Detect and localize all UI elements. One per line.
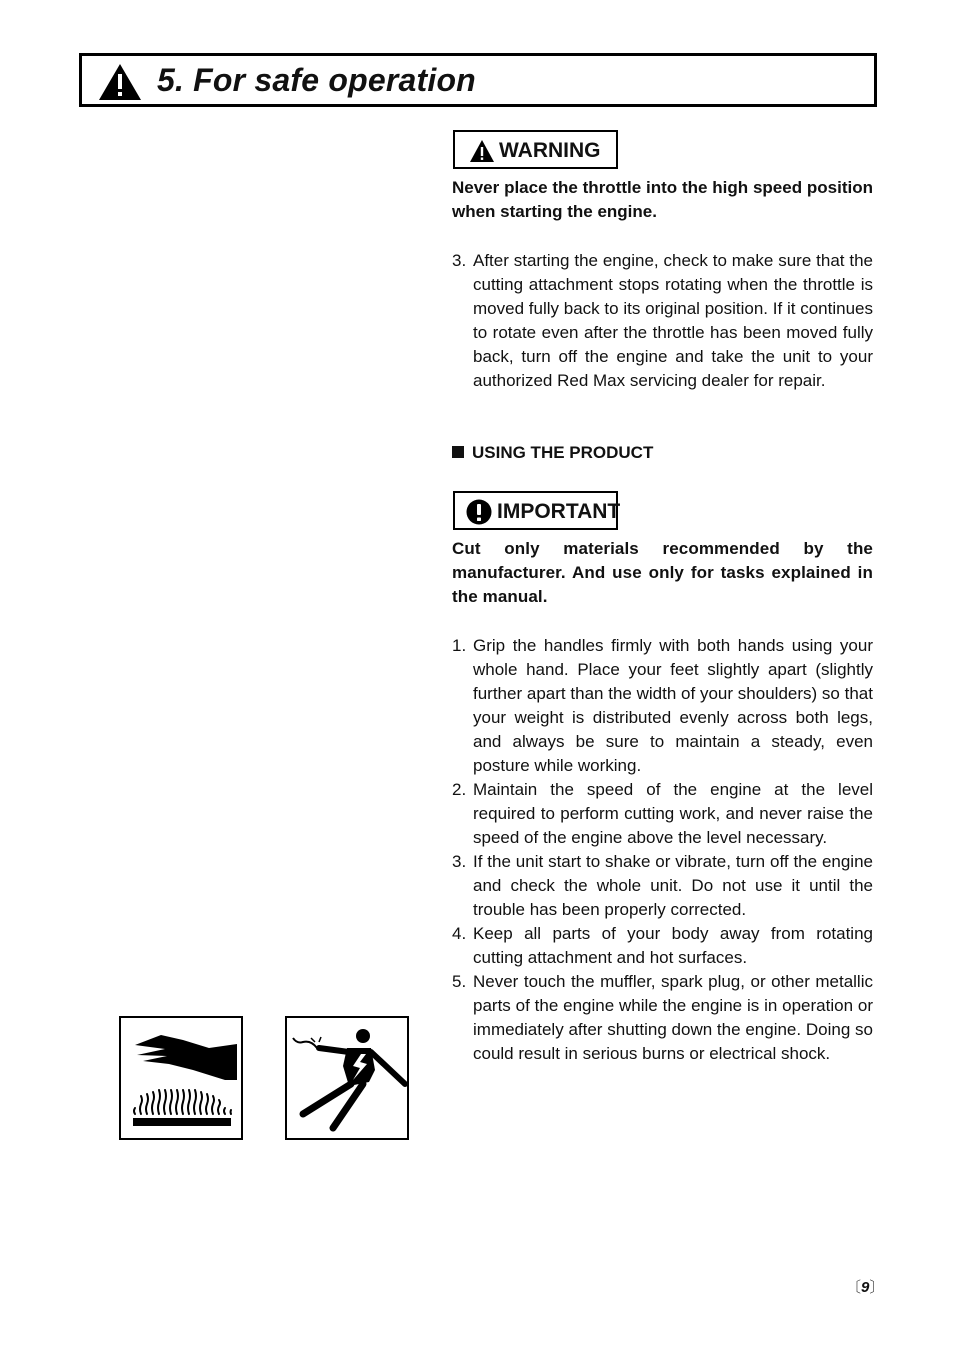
list-item-number: 3. xyxy=(452,852,467,871)
list-item-text: Maintain the speed of the engine at the level required to perform cutting work, and never raise the speed of the engine above the level necessary. xyxy=(473,780,873,847)
section-title-box xyxy=(79,53,877,107)
electric-shock-pictogram xyxy=(285,1016,409,1140)
usage-list xyxy=(452,634,873,1066)
list-item xyxy=(452,850,873,922)
warning-label xyxy=(453,130,618,169)
list-item xyxy=(452,634,873,778)
warning-text: Never place the throttle into the high speed position when starting the engine. xyxy=(452,178,873,221)
important-text: Cut only materials recommended by the manufacturer. And use only for tasks explained in the manual. xyxy=(452,539,873,606)
list-item-text: Never touch the muffler, spark plug, or other metallic parts of the engine while the engine is in operation or immediately after shutting down the engine. Doing so could result in serious burns or electrical shock. xyxy=(473,972,873,1063)
list-item xyxy=(452,778,873,850)
list-item-number: 4. xyxy=(452,924,467,943)
electric-shock-icon xyxy=(287,1018,407,1138)
hot-surface-pictogram xyxy=(119,1016,243,1140)
square-bullet-icon xyxy=(452,446,464,458)
list-item-text: Grip the handles firmly with both hands using your whole hand. Place your feet slightly apart (slightly further apart than the width of your shoulders) so that your weight is distributed evenly across both legs, and always be sure to maintain a steady, even posture while working. xyxy=(473,636,873,775)
list-item-text: If the unit start to shake or vibrate, turn off the engine and check the whole unit. Do not use it until the trouble has been properly corrected. xyxy=(473,852,873,919)
list-item-number: 2. xyxy=(452,780,467,799)
section-heading xyxy=(452,441,653,465)
page-title: 5. For safe operation xyxy=(157,62,476,98)
exclamation-circle-icon xyxy=(466,499,492,525)
section-heading-text: USING THE PRODUCT xyxy=(472,443,654,462)
warning-triangle-icon xyxy=(469,139,495,163)
list-item-number: 3. xyxy=(452,251,467,270)
list-item-text: Keep all parts of your body away from rotating cutting attachment and hot surfaces. xyxy=(473,924,873,967)
list-item xyxy=(452,970,873,1066)
page-number xyxy=(846,1278,884,1298)
warning-triangle-icon xyxy=(98,63,142,101)
page-number-close-bracket: 〕 xyxy=(869,1279,885,1296)
list-item-number: 5. xyxy=(452,972,467,991)
page-number-value: 9 xyxy=(861,1279,870,1296)
pre-list xyxy=(452,249,873,393)
list-item-number: 1. xyxy=(452,636,467,655)
hot-surface-icon xyxy=(121,1018,241,1138)
warning-label-text: WARNING xyxy=(499,139,601,162)
list-item-text: After starting the engine, check to make sure that the cutting attachment stops rotating when the throttle is moved fully back to its original position. If it continues to rotate even after the throttle has been moved fully back, turn off the engine and take the unit to your authorized Red Max servicing dealer for repair. xyxy=(473,251,873,390)
list-item xyxy=(452,922,873,970)
important-label-text: IMPORTANT xyxy=(497,500,621,523)
important-label xyxy=(453,491,621,530)
list-item xyxy=(452,249,873,393)
page-number-open-bracket: 〔 xyxy=(846,1279,862,1296)
